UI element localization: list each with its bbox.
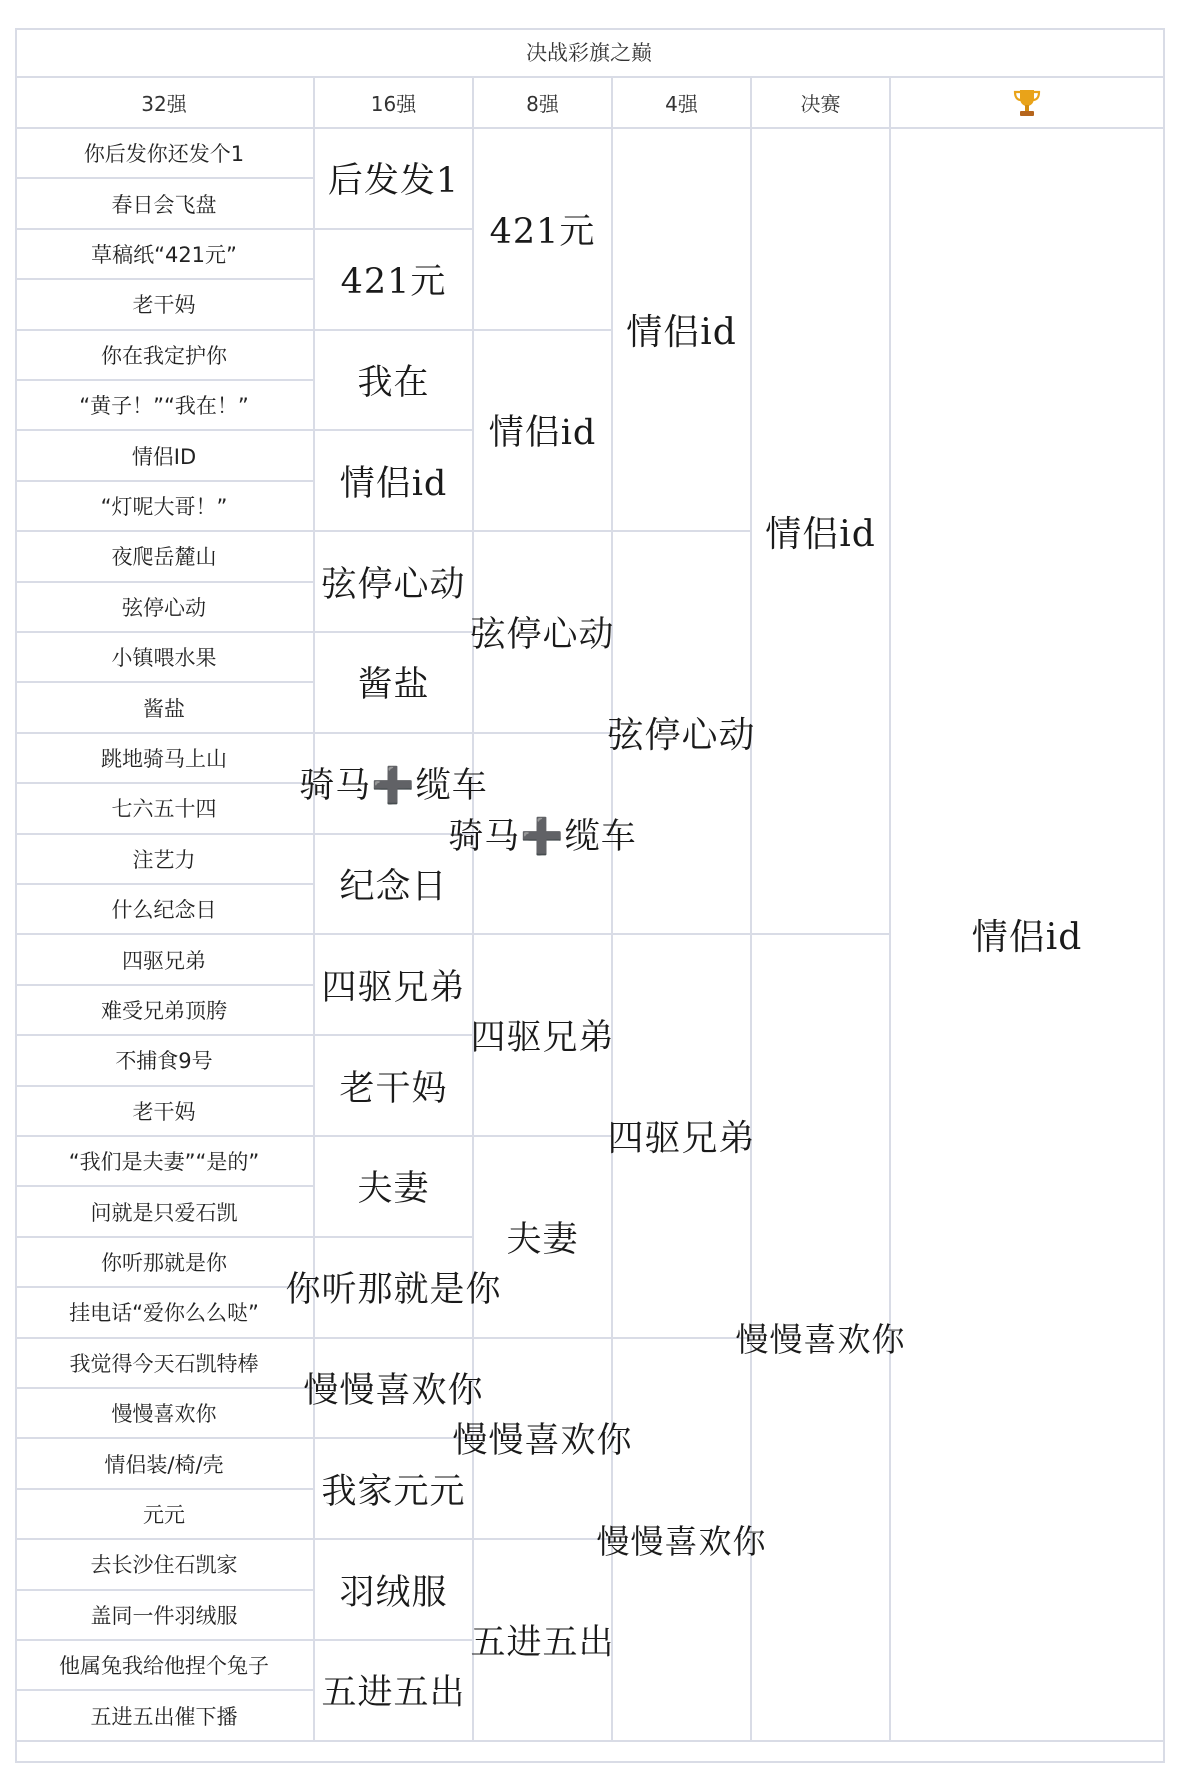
header-round-8: 8强 [474,78,613,129]
round32-entry: “我们是夫妻”“是的” [15,1137,315,1187]
round16-winner [315,935,474,1036]
round16-winner [315,1540,474,1641]
round8-winner [474,331,613,533]
final-winner-text: 情侣id [765,513,876,555]
final-winner-text: 慢慢喜欢你 [735,1320,906,1360]
round16-winner-text: 421元 [340,262,447,303]
round32-entry: 老干妈 [15,280,315,330]
round16-winner [315,129,474,230]
round32-entry: 七六五十四 [15,784,315,834]
round4-winner [607,935,756,1338]
round32-entry: 情侣ID [15,431,315,481]
round32-entry: 你在我定护你 [15,331,315,381]
round32-entry: 你听那就是你 [15,1238,315,1288]
round8-winner-text: 四驱兄弟 [470,1018,615,1059]
trophy-icon [1013,88,1041,118]
round8-winner-text: 慢慢喜欢你 [452,1421,633,1462]
bracket-table [15,28,1165,1763]
round32-entry: 慢慢喜欢你 [15,1389,315,1439]
round8-winner [474,1137,613,1339]
champion-text: 情侣id [971,916,1083,958]
round16-winner [315,1439,474,1540]
round8-winner-text: 五进五出 [470,1622,615,1663]
round8-winner-text: 421元 [489,211,596,252]
round4-winner-text: 情侣id [626,312,737,354]
round16-winner [315,331,474,432]
round4-winner [607,532,756,935]
round8-winner-text: 情侣id [488,413,597,454]
round32-entry: 去长沙住石凯家 [15,1540,315,1590]
round32-entry: 注艺力 [15,835,315,885]
round32-entry: 元元 [15,1490,315,1540]
round16-winner [315,1036,474,1137]
round32-entry: 你后发你还发个1 [15,129,315,179]
round8-winner [448,734,637,936]
round16-winner-text: 纪念日 [339,866,448,907]
round8-winner-text: 骑马➕缆车 [448,816,637,857]
bracket-title: 决战彩旗之巅 [15,28,1165,78]
round16-winner-text: 慢慢喜欢你 [303,1370,484,1411]
round16-winner [315,1137,474,1238]
round32-entry: 夜爬岳麓山 [15,532,315,582]
round32-entry: 难受兄弟顶胯 [15,986,315,1036]
round4-winner [596,1339,767,1742]
round16-winner [285,1238,502,1339]
round32-entry: “灯呢大哥！” [15,482,315,532]
round32-entry: 我觉得今天石凯特棒 [15,1339,315,1389]
round8-winner [470,532,615,734]
round32-entry: 四驱兄弟 [15,935,315,985]
round8-winner-text: 弦停心动 [470,614,615,655]
round32-entry: 情侣装/椅/壳 [15,1439,315,1489]
round32-entry: 小镇喂水果 [15,633,315,683]
round32-entry: 盖同一件羽绒服 [15,1591,315,1641]
champion-cell [891,129,1165,1742]
round32-entry: 弦停心动 [15,583,315,633]
round32-entry: 春日会飞盘 [15,179,315,229]
round32-entry: “黄子！”“我在！” [15,381,315,431]
round16-winner-text: 夫妻 [357,1169,430,1210]
header-round-32: 32强 [15,78,315,129]
round32-entry: 老干妈 [15,1087,315,1137]
round16-winner-text: 五进五出 [321,1673,466,1714]
round32-entry: 不捕食9号 [15,1036,315,1086]
round16-winner-text: 酱盐 [357,665,430,706]
round16-winner-text: 后发发1 [327,161,460,202]
round16-winner-text: 四驱兄弟 [321,967,466,1008]
round4-winner-text: 慢慢喜欢你 [596,1521,767,1561]
round32-entry: 草稿纸“421元” [15,230,315,280]
round8-winner [470,1540,615,1742]
round32-entry: 什么纪念日 [15,885,315,935]
round32-entry: 他属兔我给他捏个兔子 [15,1641,315,1691]
header-round-16: 16强 [315,78,474,129]
round8-winner [452,1339,633,1541]
round16-winner-text: 弦停心动 [321,564,466,605]
round16-winner-text: 羽绒服 [339,1572,448,1613]
round16-winner-text: 情侣id [339,463,448,504]
round32-entry: 挂电话“爱你么么哒” [15,1288,315,1338]
round16-winner [315,431,474,532]
round16-winner-text: 我家元元 [321,1471,466,1512]
round16-winner [315,633,474,734]
header-final: 决赛 [752,78,891,129]
round4-winner-text: 弦停心动 [607,715,756,757]
round16-winner-text: 我在 [357,362,430,403]
round16-winner-text: 骑马➕缆车 [299,766,488,807]
round32-entry: 跳地骑马上山 [15,734,315,784]
round4-winner [613,129,752,532]
round16-winner [315,1641,474,1742]
header-champion [891,78,1165,129]
round4-winner-text: 四驱兄弟 [607,1118,756,1160]
round32-entry: 问就是只爱石凯 [15,1187,315,1237]
final-winner [735,935,906,1741]
round16-winner [315,532,474,633]
round32-entry: 酱盐 [15,683,315,733]
round16-winner [315,230,474,331]
round32-entry: 五进五出催下播 [15,1691,315,1741]
round8-winner-text: 夫妻 [506,1219,579,1260]
header-round-4: 4强 [613,78,752,129]
round8-winner [474,129,613,331]
round16-winner-text: 你听那就是你 [285,1270,502,1311]
final-winner [752,129,891,935]
round16-winner [303,1339,484,1440]
round16-winner-text: 老干妈 [339,1068,448,1109]
round8-winner [470,935,615,1137]
